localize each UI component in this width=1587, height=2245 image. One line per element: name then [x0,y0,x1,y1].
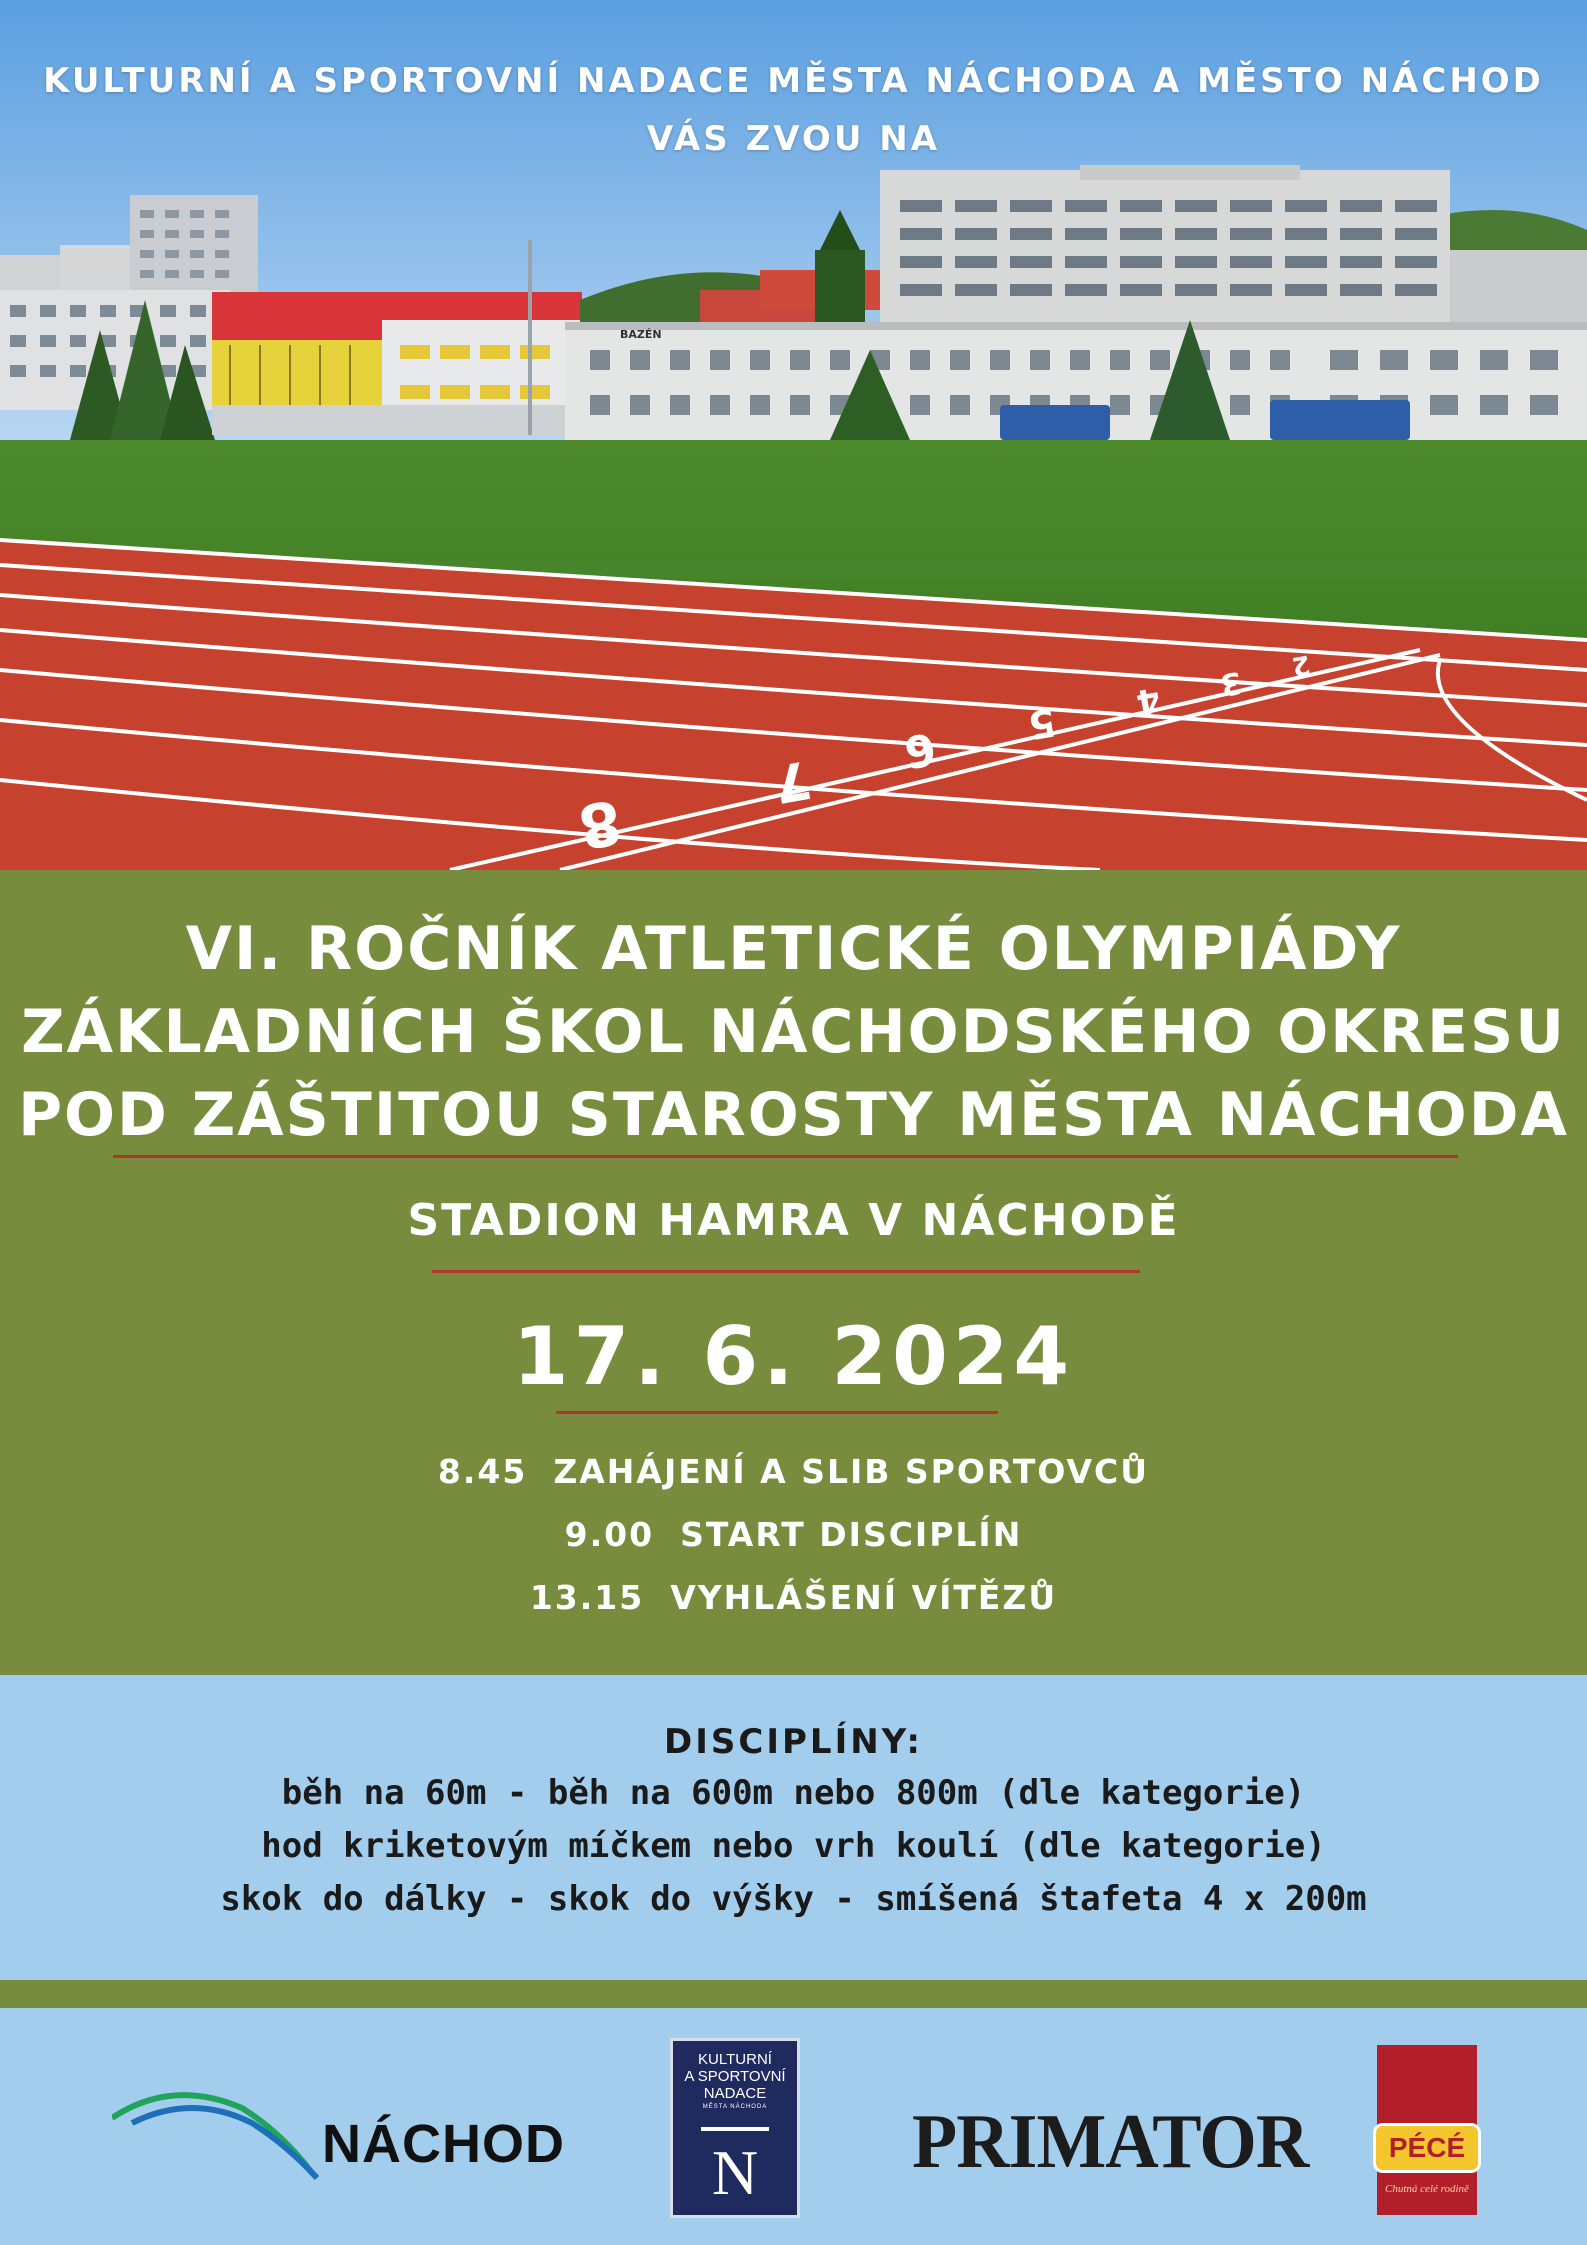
pece-logo-text: PÉCÉ [1373,2123,1481,2173]
lane-number-8: 8 [573,785,627,862]
ksn-foundation-logo [670,2038,800,2218]
invitation-line-1: KULTURNÍ A SPORTOVNÍ NADACE MĚSTA NÁCHODA A MĚSTO NÁCHOD [43,61,1544,101]
stadium-photo [0,0,1587,870]
ksn-line-2: A SPORTOVNÍ [684,2068,786,2085]
schedule-label: ZAHÁJENÍ A SLIB SPORTOVCŮ [553,1452,1150,1491]
schedule-time: 13.15 [529,1578,645,1617]
schedule-label: VYHLÁŠENÍ VÍTĚZŮ [670,1578,1058,1617]
ksn-line-3: NADACE [703,2085,767,2102]
event-title-line-3: POD ZÁŠTITOU STAROSTY MĚSTA NÁCHODA [18,1080,1569,1150]
ksn-logo-text [673,2051,797,2112]
lane-number-3: 3 [1217,663,1245,703]
event-schedule [0,1440,1587,1629]
ksn-small-text: MĚSTA NÁCHODA [702,2104,768,2110]
discipline-line: skok do dálky - skok do výšky - smíšená štafeta 4 x 200m [220,1879,1367,1919]
event-venue: STADION HAMRA V NÁCHODĚ [407,1195,1180,1246]
lane-number-6: 6 [900,721,940,778]
primator-logo: PRIMATOR [912,2098,1309,2186]
section-divider-stripe [0,1980,1587,2008]
event-title-line-1: VI. ROČNÍK ATLETICKÉ OLYMPIÁDY [185,914,1402,984]
invitation-header [0,52,1587,168]
disciplines-heading: DISCIPLÍNY: [664,1722,923,1762]
building-sign: BAZÉN [620,328,662,341]
disciplines-list [0,1767,1587,1926]
schedule-time: 8.45 [437,1452,528,1491]
discipline-line: běh na 60m - běh na 600m nebo 800m (dle kategorie) [281,1773,1306,1813]
schedule-item [0,1566,1587,1629]
nachod-logo-text: NÁCHOD [322,2114,565,2174]
title-divider [113,1155,1458,1158]
schedule-time: 9.00 [564,1515,655,1554]
lane-number-5: 5 [1025,699,1059,748]
pece-slogan: Chutná celé rodině [1385,2183,1469,2195]
event-title [0,908,1587,1157]
pece-logo [1377,2045,1477,2215]
event-title-line-2: ZÁKLADNÍCH ŠKOL NÁCHODSKÉHO OKRESU [21,997,1566,1067]
schedule-item [0,1503,1587,1566]
ksn-letter: N [711,2137,759,2208]
schedule-label: START DISCIPLÍN [680,1515,1023,1554]
venue-divider [432,1270,1140,1273]
event-date: 17. 6. 2024 [512,1310,1075,1403]
lane-number-4: 4 [1133,678,1164,723]
discipline-line: hod kriketovým míčkem nebo vrh koulí (dle kategorie) [261,1826,1326,1866]
ksn-line-1: KULTURNÍ [698,2051,772,2068]
lane-number-7: 7 [769,748,816,814]
lane-number-2: 2 [1289,648,1313,682]
disciplines-section [0,1675,1587,1980]
sponsors-section [0,2008,1587,2245]
schedule-item [0,1440,1587,1503]
date-divider [556,1411,998,1414]
invitation-line-2: VÁS ZVOU NA [646,119,941,159]
event-info-section [0,870,1587,1675]
